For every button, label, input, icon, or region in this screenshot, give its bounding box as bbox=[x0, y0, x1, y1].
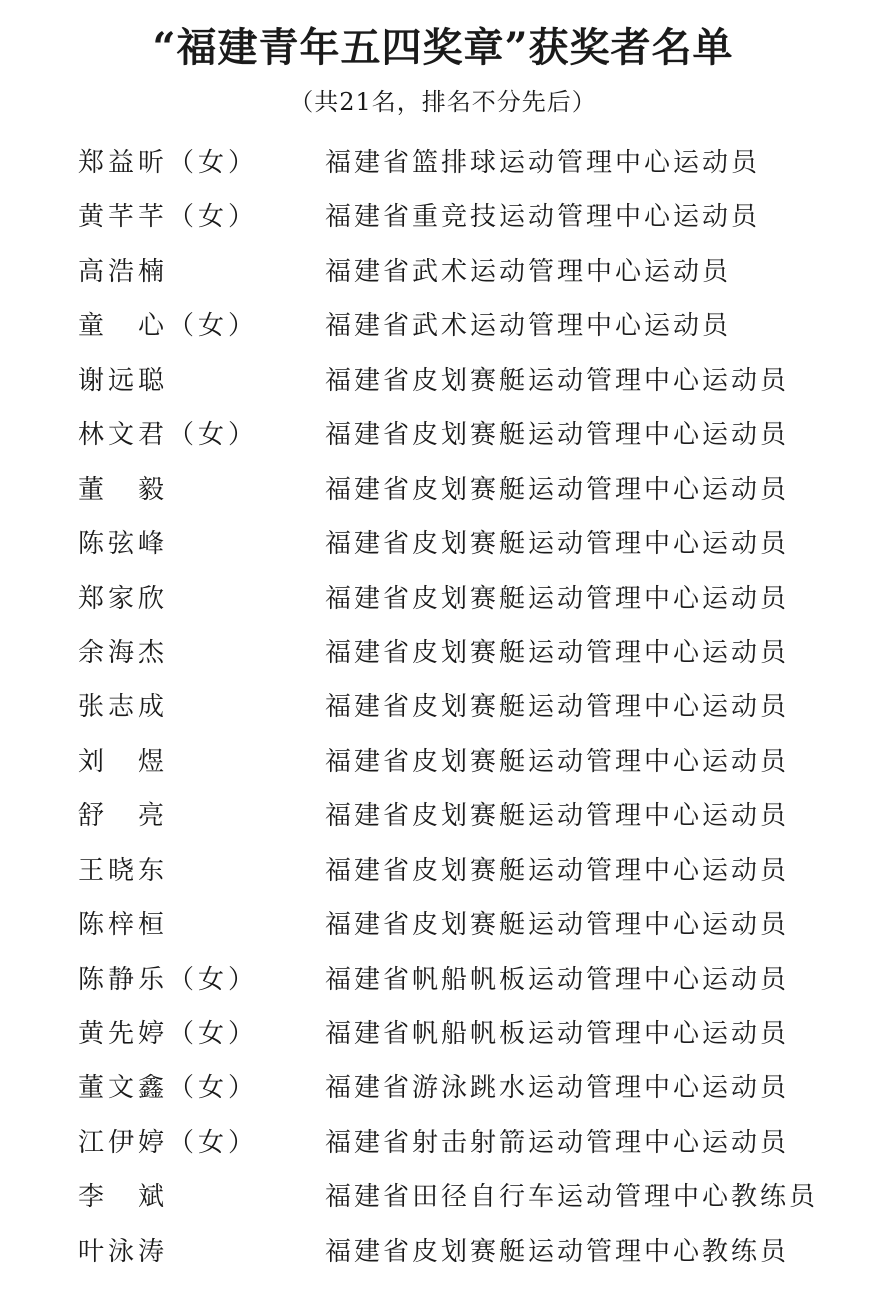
awardee-row bbox=[0, 245, 886, 299]
awardee-row bbox=[0, 735, 886, 789]
awardee-unit: 福建省皮划赛艇运动管理中心运动员 bbox=[325, 637, 790, 668]
awardee-list bbox=[0, 136, 886, 1279]
awardee-unit: 福建省皮划赛艇运动管理中心运动员 bbox=[325, 801, 790, 832]
awardee-unit: 福建省皮划赛艇运动管理中心运动员 bbox=[325, 855, 790, 886]
awardee-row bbox=[0, 789, 886, 843]
awardee-name: 林文君（女） bbox=[78, 420, 259, 451]
awardee-name: 余海杰 bbox=[78, 637, 169, 668]
awardee-name: 黄芊芊（女） bbox=[78, 202, 259, 233]
awardee-name: 陈静乐（女） bbox=[78, 964, 259, 995]
awardee-name: 叶泳涛 bbox=[78, 1236, 169, 1267]
awardee-row bbox=[0, 680, 886, 734]
awardee-unit: 福建省皮划赛艇运动管理中心运动员 bbox=[325, 746, 790, 777]
awardee-row bbox=[0, 190, 886, 244]
awardee-row bbox=[0, 517, 886, 571]
awardee-row bbox=[0, 1007, 886, 1061]
awardee-unit: 福建省武术运动管理中心运动员 bbox=[325, 311, 732, 342]
awardee-name: 王晓东 bbox=[78, 855, 169, 886]
awardee-unit: 福建省游泳跳水运动管理中心运动员 bbox=[325, 1073, 790, 1104]
awardee-name: 黄先婷（女） bbox=[78, 1019, 259, 1049]
awardee-name: 童 心（女） bbox=[78, 311, 259, 342]
awardee-unit: 福建省皮划赛艇运动管理中心运动员 bbox=[325, 420, 790, 451]
awardee-name: 谢远聪 bbox=[78, 365, 169, 396]
awardee-row bbox=[0, 299, 886, 353]
awardee-name: 陈弦峰 bbox=[78, 529, 169, 560]
awardee-row bbox=[0, 136, 886, 190]
awardee-name: 刘 煜 bbox=[78, 746, 169, 777]
awardee-name: 舒 亮 bbox=[78, 801, 169, 832]
awardee-row bbox=[0, 1225, 886, 1279]
awardee-unit: 福建省田径自行车运动管理中心教练员 bbox=[325, 1182, 819, 1213]
awardee-name: 董 毅 bbox=[78, 474, 169, 505]
awardee-row bbox=[0, 1061, 886, 1115]
awardee-row bbox=[0, 463, 886, 517]
awardee-name: 李 斌 bbox=[78, 1182, 169, 1213]
awardee-unit: 福建省皮划赛艇运动管理中心运动员 bbox=[325, 910, 790, 941]
awardee-name: 郑益昕（女） bbox=[78, 148, 259, 178]
awardee-unit: 福建省皮划赛艇运动管理中心运动员 bbox=[325, 529, 790, 560]
document-title: “福建青年五四奖章”获奖者名单 bbox=[152, 24, 734, 71]
awardee-unit: 福建省皮划赛艇运动管理中心教练员 bbox=[325, 1236, 790, 1267]
awardee-unit: 福建省帆船帆板运动管理中心运动员 bbox=[325, 1019, 790, 1049]
awardee-name: 陈梓桓 bbox=[78, 910, 169, 941]
awardee-unit: 福建省皮划赛艇运动管理中心运动员 bbox=[325, 474, 790, 505]
awardee-row bbox=[0, 572, 886, 626]
awardee-unit: 福建省帆船帆板运动管理中心运动员 bbox=[325, 964, 790, 995]
awardee-name: 张志成 bbox=[78, 692, 169, 723]
awardee-name: 郑家欣 bbox=[78, 583, 169, 614]
awardee-row bbox=[0, 844, 886, 898]
awardee-name: 江伊婷（女） bbox=[78, 1127, 259, 1158]
awardee-row bbox=[0, 1170, 886, 1224]
awardee-unit: 福建省射击射箭运动管理中心运动员 bbox=[325, 1127, 790, 1158]
awardee-row bbox=[0, 953, 886, 1007]
awardee-name: 高浩楠 bbox=[78, 256, 169, 287]
awardee-unit: 福建省皮划赛艇运动管理中心运动员 bbox=[325, 583, 790, 614]
awardee-unit: 福建省皮划赛艇运动管理中心运动员 bbox=[325, 365, 790, 396]
awardee-row bbox=[0, 898, 886, 952]
awardee-unit: 福建省皮划赛艇运动管理中心运动员 bbox=[325, 692, 790, 723]
awardee-unit: 福建省篮排球运动管理中心运动员 bbox=[325, 148, 761, 178]
awardee-unit: 福建省重竞技运动管理中心运动员 bbox=[325, 202, 761, 233]
awardee-row bbox=[0, 1116, 886, 1170]
awardee-unit: 福建省武术运动管理中心运动员 bbox=[325, 256, 732, 287]
awardee-row bbox=[0, 626, 886, 680]
awardee-row bbox=[0, 408, 886, 462]
document-subtitle: （共21名，排名不分先后） bbox=[289, 88, 597, 116]
awardee-row bbox=[0, 354, 886, 408]
awardee-name: 董文鑫（女） bbox=[78, 1073, 259, 1104]
